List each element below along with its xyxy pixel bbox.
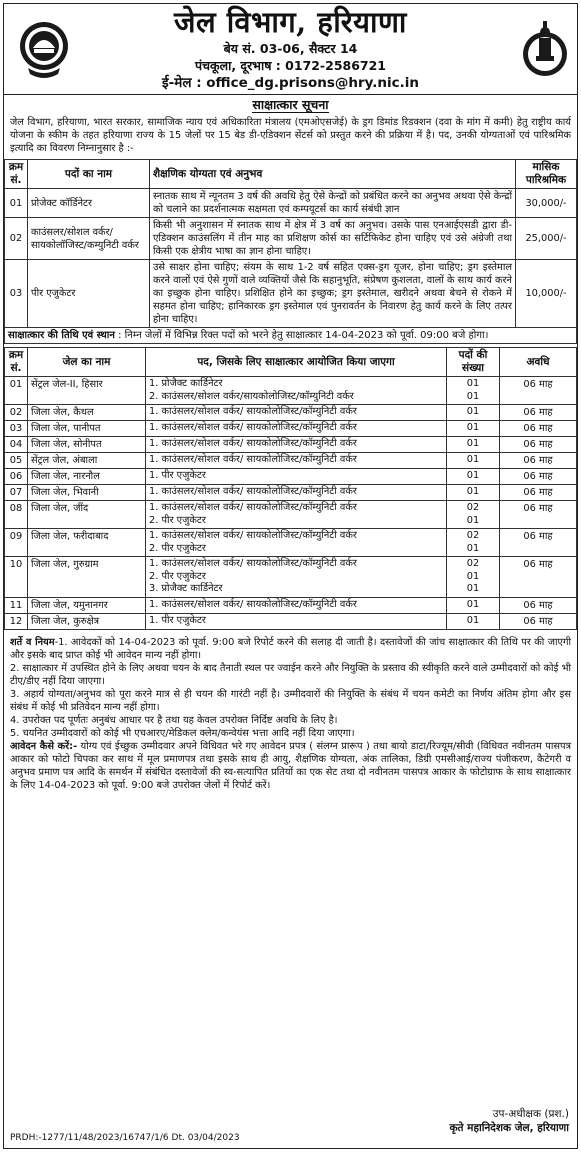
row-count: [447, 421, 500, 437]
row-posts: [146, 377, 447, 405]
count-line: 01: [466, 514, 480, 526]
posts-header-row: [5, 160, 577, 189]
row-duration: 06 माह: [500, 437, 577, 453]
row-posts: [146, 437, 447, 453]
signature-block: [449, 1107, 569, 1135]
signatory-designation: उप-अधीक्षक (प्रश.): [492, 1108, 569, 1120]
row-jail: जिला जेल, नारनौल: [28, 469, 146, 485]
row-posts: [146, 453, 447, 469]
row-sn: 03: [5, 421, 28, 437]
row-posts: [146, 485, 447, 501]
row-posts: [146, 557, 447, 598]
term-2: 2. साक्षात्कार में उपस्थित होने के लिए अथवा चयन के बाद तैनाती स्थल पर ज्वाईन करने और नियुक्ति के प्रस्ताव की स्वीकृति करने वाले उम्मीदवारों को कोई भी टीए/डीए नहीं दिया जाएगा।: [10, 662, 571, 687]
row-count: [447, 597, 500, 613]
terms-label: शर्ते व नियम: [10, 636, 55, 648]
row-count: [447, 453, 500, 469]
post-line: 1. काउंसलर/सोशल वर्कर/ सायकोलोजिस्ट/कॉम्युनिटी वर्कर: [149, 530, 357, 541]
row-sn: 03: [5, 260, 28, 328]
term-1-text: -1. आवेदकों को 14-04-2023 को पूर्वा. 9:00 बजे रिपोर्ट करने की सलाह दी जाती है। दस्तावेजों की जांच साक्षात्कार की तिथि पर की जाएगी और इसके बाद प्राप्त कोई भी आवेदन मान्य नहीं होगा।: [10, 636, 571, 661]
jails-table: [4, 347, 577, 630]
row-sn: 12: [5, 613, 28, 629]
post-line: 1. काउंसलर/सोशल वर्कर/ सायकोलोजिस्ट/कॉम्युनिटी वर्कर: [149, 558, 357, 569]
term-3: 3. अहार्य योग्यता/अनुभव को पूरा करने मात्र से ही चयन की गारंटी नहीं है। उम्मीदवारों की नियुक्ति के संबंध में चयन कमेटी का निर्णय अंतिम होगा और इस संबंध में कोई भी प्रतिवेदन मान्य नहीं होगा।: [10, 688, 571, 713]
row-jail: जिला जेल, पानीपत: [28, 421, 146, 437]
count-line: 01: [466, 454, 480, 465]
header-salary: मासिक पारिश्रमिक: [516, 160, 577, 189]
release-code: PRDH:-1277/11/48/2023/16747/1/6 Dt. 03/04/2023: [10, 1133, 240, 1143]
row-qualification: स्नातक साथ में न्यूनतम 3 वर्ष की अवधि हेतु ऐसे केन्द्रों को प्रबंधित करने का अनुभव अथवा ऐसे केन्द्रों को चलाने का प्रदर्शनात्मक सक्षमता एवं कम्पयूटर्स का कार्य संबंधी ज्ञान: [150, 189, 516, 218]
row-jail: सेंट्रल जेल-II, हिसार: [28, 377, 146, 405]
row-duration: 06 माह: [500, 501, 577, 529]
post-line: 1. काउंसलर/सोशल वर्कर/ सायकोलोजिस्ट/कॉम्युनिटी वर्कर: [149, 422, 357, 433]
post-line: 1. काउंसलर/सोशल वर्कर/ सायकोलोजिस्ट/कॉम्युनिटी वर्कर: [149, 486, 357, 497]
count-line: 02: [466, 530, 480, 541]
row-sn: 09: [5, 529, 28, 557]
row-sn: 04: [5, 437, 28, 453]
row-sn: 01: [5, 189, 28, 218]
table-row: [5, 501, 577, 529]
row-sn: 06: [5, 469, 28, 485]
row-salary: 25,000/-: [516, 218, 577, 260]
table-row: [5, 529, 577, 557]
count-line: 02: [466, 558, 480, 569]
row-posts: [146, 469, 447, 485]
post-line: 1. काउंसलर/सोशल वर्कर/ सायकोलोजिस्ट/कॉम्युनिटी वर्कर: [149, 502, 357, 513]
apply-label: आवेदन कैसे करें:-: [10, 740, 78, 752]
count-line: 01: [466, 378, 480, 389]
count-line: 01: [466, 570, 480, 582]
header-qualification: शैक्षणिक योग्यता एवं अनुभव: [150, 160, 516, 189]
india-emblem-icon: [519, 18, 571, 84]
header-sn: क्रम सं.: [5, 160, 28, 189]
posts-table: [4, 159, 577, 328]
table-row: [5, 597, 577, 613]
interview-schedule: [4, 328, 577, 344]
row-jail: जिला जेल, गुरुग्राम: [28, 557, 146, 598]
row-post: पीर एजुकेटर: [28, 260, 150, 328]
table-row: [5, 469, 577, 485]
row-duration: 06 माह: [500, 529, 577, 557]
city-phone-line: पंचकूला, दूरभाष : 0172-2586721: [194, 58, 386, 73]
row-sn: 05: [5, 453, 28, 469]
post-line: 2. पीर एजुकेटर: [149, 514, 206, 526]
row-posts: [146, 597, 447, 613]
table-row: [5, 613, 577, 629]
count-line: 01: [466, 470, 480, 481]
row-jail: जिला जेल, सोनीपत: [28, 437, 146, 453]
email-line: ई-मेल : office_dg.prisons@hry.nic.in: [162, 75, 419, 91]
row-duration: 06 माह: [500, 405, 577, 421]
count-line: 01: [466, 438, 480, 449]
table-row: [5, 557, 577, 598]
schedule-text: : निम्न जेलों में विभिन्न रिक्त पदों को भरने हेतु साक्षात्कार 14-04-2023 को पूर्वा. 09:00 बजे होगा।: [114, 330, 489, 341]
term-5: 5. चयनित उम्मीदवारों को कोई भी एचआरए/मेडिकल क्लेम/कन्वेयंस भत्ता आदि नहीं दिया जाएगा।: [10, 727, 355, 739]
row-sn: 11: [5, 597, 28, 613]
row-count: [447, 529, 500, 557]
notice-page: [3, 3, 578, 1149]
row-posts: [146, 613, 447, 629]
how-to-apply: [10, 740, 571, 792]
table-row: [5, 453, 577, 469]
intro-paragraph: जेल विभाग, हरियाणा, भारत सरकार, सामाजिक न्याय एवं अधिकारिता मंत्रालय (एमओएसजेई) के ड्रग डिमांड रिडक्शन (दवा के मांग में कमी) हेतु राष्ट्रीय कार्य योजना के स्कीम के तहत हरियाणा राज्य के 15 जेलों पर 15 बेड डी-एडिक्शन सेंटर्स को प्रस्तुत करने की प्रक्रिया में है। पद, उनकी योग्यताओं एवं पारिश्रमिक इत्यादि का विवरण निम्नानुसार है :-: [10, 117, 571, 154]
row-sn: 02: [5, 405, 28, 421]
row-qualification: उसे साक्षर होना चाहिए; संयम के साथ 1-2 वर्ष सहित एक्स-ड्रग यूजर, होना चाहिए; ड्रग इस्तेमाल करने वालों एवं ऐसे गुणों वाले व्यक्तियों जैसे कि सहानुभूति, संप्रेषण कुशलता, वालों के साथ कार्य करने का इच्छुक होना चाहिए। प्रशिक्षित होने का इच्छुक; ड्रग इस्तेमाल, खरीदने अथवा बेचने से रोकने में सहमत होना चाहिए; हानिकारक ड्रग इस्तेमाल एवं पुनरावर्तन के निवारण हेतु कार्य करने के लिए तत्पर होना चाहिए।: [150, 260, 516, 328]
row-posts: [146, 421, 447, 437]
jails-header-row: [5, 348, 577, 377]
row-count: [447, 485, 500, 501]
department-title: जेल विभाग, हरियाणा: [174, 5, 407, 39]
signatory-office: कृते महानिदेशक जेल, हरियाणा: [449, 1122, 569, 1134]
row-count: [447, 613, 500, 629]
table-row: [5, 189, 577, 218]
table-row: [5, 485, 577, 501]
post-line: 1. काउंसलर/सोशल वर्कर/ सायकोलोजिस्ट/कॉम्युनिटी वर्कर: [149, 438, 357, 449]
row-jail: जिला जेल, कुरुक्षेत्र: [28, 613, 146, 629]
post-line: 1. काउंसलर/सोशल वर्कर/ सायकोलोजिस्ट/कॉम्युनिटी वर्कर: [149, 598, 357, 610]
term-1: [10, 636, 571, 662]
row-posts: [146, 405, 447, 421]
table-row: [5, 421, 577, 437]
count-line: 01: [466, 542, 480, 554]
header-jail: जेल का नाम: [28, 348, 146, 377]
address-line: बेय सं. 03-06, सैक्टर 14: [223, 41, 358, 56]
post-line: 1. पीर एजुकेटर: [149, 614, 206, 626]
count-line: 01: [466, 583, 480, 594]
row-jail: जिला जेल, यमुनानगर: [28, 597, 146, 613]
row-salary: 30,000/-: [516, 189, 577, 218]
post-line: 2. काउंसलर/सोशल वर्कर/सायकोलोजिस्ट/कॉम्युनिटी वर्कर: [149, 390, 354, 402]
row-count: [447, 501, 500, 529]
post-line: 1. पीर एजुकेटर: [149, 470, 206, 481]
row-qualification: किसी भी अनुशासन में स्नातक साथ में क्षेत्र में 3 वर्ष का अनुभव। उसके पास एनआईएसडी द्वारा डी-एडिक्शन काउंसलिंग में तीन माह का प्रशिक्षण कोर्स का सर्टिफिकेट होना चाहिए एवं उसे अंग्रेजी तथा किसी एक क्षेत्रीय भाषा का ज्ञान होना चाहिए।: [150, 218, 516, 260]
post-line: 1. काउंसलर/सोशल वर्कर/ सायकोलोजिस्ट/कॉम्युनिटी वर्कर: [149, 454, 357, 465]
row-posts: [146, 501, 447, 529]
row-posts: [146, 529, 447, 557]
row-count: [447, 557, 500, 598]
row-jail: जिला जेल, जींद: [28, 501, 146, 529]
count-line: 01: [466, 614, 480, 626]
header-sn: क्रम सं.: [5, 348, 28, 377]
schedule-label: साक्षात्कार की तिथि एवं स्थान: [8, 330, 115, 341]
row-post: प्रोजेक्ट कॉर्डिनेटर: [28, 189, 150, 218]
count-line: 01: [466, 406, 480, 417]
count-line: 01: [466, 390, 480, 402]
header-posts: पद, जिसके लिए साक्षात्कार आयोजित किया जाएगा: [146, 348, 447, 377]
post-line: 2. पीर एजुकेटर: [149, 542, 206, 554]
table-row: [5, 218, 577, 260]
term-4: 4. उपरोक्त पद पूर्णतः अनुबंध आधार पर है तथा यह केवल उपरोक्त निर्दिष्ट अवधि के लिए है।: [10, 714, 338, 726]
header-count: पदों की संख्या: [447, 348, 500, 377]
row-sn: 08: [5, 501, 28, 529]
table-row: [5, 377, 577, 405]
row-jail: जिला जेल, भिवानी: [28, 485, 146, 501]
table-row: [5, 405, 577, 421]
count-line: 02: [466, 502, 480, 513]
row-post: काउंसलर/सोशल वर्कर/सायकोलॉजिस्ट/कम्युनिटी वर्कर: [28, 218, 150, 260]
notice-title: साक्षात्कार सूचना: [252, 97, 329, 112]
row-jail: जिला जेल, कैथल: [28, 405, 146, 421]
row-duration: 06 माह: [500, 613, 577, 629]
row-sn: 10: [5, 557, 28, 598]
post-line: 3. प्रोजैक्ट कार्डिनेटर: [149, 583, 223, 594]
row-duration: 06 माह: [500, 469, 577, 485]
row-sn: 02: [5, 218, 28, 260]
row-duration: 06 माह: [500, 453, 577, 469]
row-sn: 01: [5, 377, 28, 405]
count-line: 01: [466, 422, 480, 433]
haryana-emblem-icon: [18, 18, 70, 84]
table-row: [5, 437, 577, 453]
row-jail: सेंट्रल जेल, अंबाला: [28, 453, 146, 469]
header-duration: अवधि: [500, 348, 577, 377]
apply-text: योग्य एवं ईच्छुक उम्मीदवार अपने विधिवत भरे गए आवेदन प्रपत्र ( संलग्न प्रारूप ) तथा बायो डाटा/रिज्यूम/सीवी (विधिवत नवीनतम पासपत्र आकार को फोटो चिपका कर साथ में मूल प्रमाणपत्र तथा इसके साथ ही आयु, शैक्षणिक योग्यता, अंक तालिका, डिग्री एमसीआई/राज्य पंजीकरण, कैटेगरी व अनुभव प्रमाण पत्र आदि के समर्थन में संबंधित दस्तावेजों की स्व-सत्यापित प्रतियों का एक सेट तथा दो नवीनतम पासपत्र आकार के फोटोग्राफ के साथ साक्षात्कार के लिए 14-04-2023 को पूर्वा. 9:00 बजे उपरोक्त जेलों में रिपोर्ट करें।: [10, 740, 571, 791]
row-duration: 06 माह: [500, 597, 577, 613]
row-salary: 10,000/-: [516, 260, 577, 328]
row-jail: जिला जेल, फरीदाबाद: [28, 529, 146, 557]
row-count: [447, 469, 500, 485]
row-duration: 06 माह: [500, 421, 577, 437]
row-sn: 07: [5, 485, 28, 501]
table-row: [5, 260, 577, 328]
count-line: 01: [466, 598, 480, 610]
row-count: [447, 437, 500, 453]
row-count: [447, 405, 500, 421]
row-duration: 06 माह: [500, 377, 577, 405]
terms-section: [4, 630, 577, 792]
row-duration: 06 माह: [500, 485, 577, 501]
row-count: [447, 377, 500, 405]
count-line: 01: [466, 486, 480, 497]
row-duration: 06 माह: [500, 557, 577, 598]
post-line: 2. पीर एजुकेटर: [149, 570, 206, 582]
post-line: 1. प्रोजैक्ट कार्डिनेटर: [149, 378, 223, 389]
letterhead: [4, 4, 577, 94]
post-line: 1. काउंसलर/सोशल वर्कर/ सायकोलोजिस्ट/कॉम्युनिटी वर्कर: [149, 406, 357, 417]
header-post: पदों का नाम: [28, 160, 150, 189]
